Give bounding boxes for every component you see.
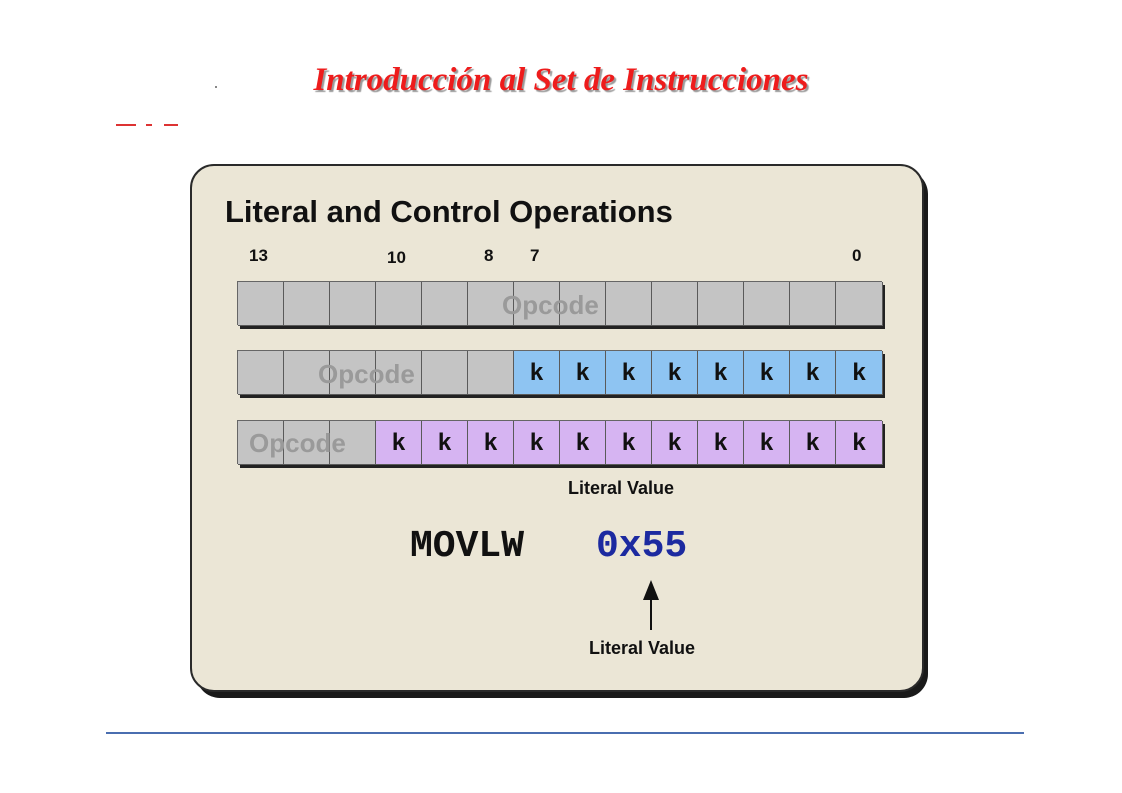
- literal-value-label: Literal Value: [568, 478, 675, 498]
- literal-bit-cell: k: [560, 421, 606, 465]
- opcode-bit-cell: [330, 351, 376, 395]
- literal-bit-cell: k: [606, 421, 652, 465]
- literal-bit-cell: k: [376, 421, 422, 465]
- opcode-bit-cell: [468, 282, 514, 326]
- literal-bit-cell: k: [652, 351, 698, 395]
- opcode-bit-cell: [744, 282, 790, 326]
- format-row-8bit-literal: [237, 350, 882, 394]
- literal-bit-cell: k: [744, 421, 790, 465]
- bit-number-10: 10: [387, 248, 406, 267]
- literal-bit-cell: k: [606, 351, 652, 395]
- opcode-bit-cell: [284, 282, 330, 326]
- opcode-bit-cell: [376, 351, 422, 395]
- opcode-bit-cell: [376, 282, 422, 326]
- opcode-bit-cell: [790, 282, 836, 326]
- opcode-bit-cell: [330, 421, 376, 465]
- opcode-label: Opcode: [249, 428, 346, 458]
- opcode-bit-cell: [606, 282, 652, 326]
- literal-bit-cell: k: [422, 421, 468, 465]
- literal-bit-cell: k: [790, 421, 836, 465]
- bit-number-0: 0: [852, 246, 862, 265]
- literal-bit-cell: k: [698, 421, 744, 465]
- opcode-bit-cell: [284, 351, 330, 395]
- literal-bit-cell: k: [652, 421, 698, 465]
- literal-bit-cell: k: [836, 351, 883, 395]
- opcode-bit-cell: [514, 282, 560, 326]
- literal-bit-cell: k: [514, 421, 560, 465]
- opcode-label: Opcode: [502, 290, 599, 320]
- opcode-bit-cell: [238, 282, 284, 326]
- example-mnemonic: MOVLW: [410, 525, 525, 568]
- literal-bit-cell: k: [468, 421, 514, 465]
- opcode-bit-cell: [284, 421, 330, 465]
- opcode-bit-cell: [238, 351, 284, 395]
- opcode-label: Opcode: [318, 359, 415, 389]
- opcode-bit-cell: [698, 282, 744, 326]
- bit-number-8: 8: [484, 246, 494, 265]
- literal-bit-cell: k: [560, 351, 606, 395]
- opcode-bit-cell: [422, 351, 468, 395]
- opcode-bit-cell: [468, 351, 514, 395]
- literal-bit-cell: k: [514, 351, 560, 395]
- literal-bit-cell: k: [744, 351, 790, 395]
- literal-bit-cell: k: [698, 351, 744, 395]
- opcode-bit-cell: [330, 282, 376, 326]
- instruction-format-panel: [190, 164, 924, 692]
- literal-bit-cell: k: [790, 351, 836, 395]
- opcode-bit-cell: [836, 282, 883, 326]
- literal-value-label: Literal Value: [589, 638, 696, 658]
- bit-number-7: 7: [530, 246, 540, 265]
- opcode-bit-cell: [560, 282, 606, 326]
- slide-title: Introducción al Set de Instrucciones: [313, 62, 809, 98]
- example-operand: 0x55: [596, 525, 688, 568]
- bit-number-13: 13: [249, 246, 268, 265]
- opcode-bit-cell: [422, 282, 468, 326]
- opcode-bit-cell: [652, 282, 698, 326]
- format-row-opcode-only: [237, 281, 882, 325]
- opcode-bit-cell: [238, 421, 284, 465]
- panel-heading: Literal and Control Operations: [225, 194, 673, 229]
- literal-bit-cell: k: [836, 421, 883, 465]
- up-arrow-icon: [642, 580, 660, 630]
- decorative-dot: [215, 86, 217, 88]
- footer-divider: [106, 732, 1024, 734]
- format-row-11bit-literal: [237, 420, 882, 464]
